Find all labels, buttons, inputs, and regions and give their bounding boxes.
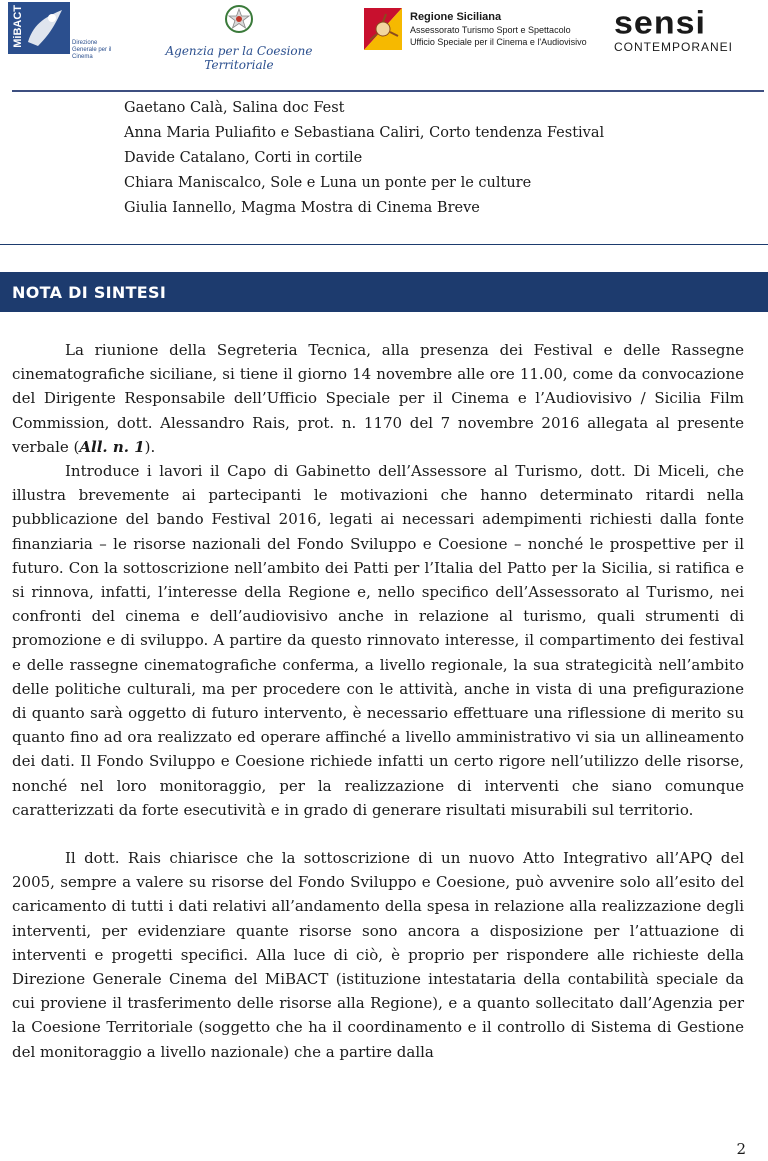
sensi-wordmark: sensi xyxy=(614,4,706,42)
regione-line2: Assessorato Turismo Sport e Spettacolo xyxy=(410,25,571,35)
paragraph-text: La riunione della Segreteria Tecnica, alla presenza dei Festival e delle Rassegne cinematografiche siciliane, si tiene il giorno 14 novembre alle ore 11.00, come da convocazione del Dirigente Responsabile dell’Ufficio Speciale per il Cinema e l’Audiovisivo / Sicilia Film Commission, dott. Alessandro Rais, prot. n. 1170 del 7 novembre 2016 allegata al presente verbale ( xyxy=(12,341,744,456)
document-body xyxy=(12,338,744,1064)
paragraph xyxy=(12,338,744,459)
regione-siciliana-logo xyxy=(364,8,594,58)
page-header xyxy=(0,0,768,92)
sensi-contemporanei-logo xyxy=(614,6,764,60)
participant-line: Anna Maria Puliafito e Sebastiana Caliri, Corto tendenza Festival xyxy=(124,125,605,141)
paragraph: Introduce i lavori il Capo di Gabinetto dell’Assessore al Turismo, dott. Di Miceli, che illustra brevemente ai partecipanti le motivazioni che hanno determinato ritardi nella pubblicazione del bando Festival 2016, legati ai necessari adempimenti richiesti dalla fonte finanziaria – le risorse nazionali del Fondo Sviluppo e Coesione – nonché le prospettive per il futuro. Con la sottoscrizione nell’ambito dei Patti per l’Italia del Patto per la Sicilia, si ratifica e si rinnova, infatti, l’interesse della Regione e, nello specifico dell’Assessorato al Turismo, nei confronti del cinema e dell’audiovisivo anche in relazione al turismo, quali strumenti di promozione e di sviluppo. A partire da questo rinnovato interesse, il compartimento dei festival e delle rassegne cinematografiche conferma, a livello regionale, la sua strategicità nell’ambito delle politiche culturali, ma per procedere con le attività, anche in vista di una prefigurazione di quanto sarà oggetto di futuro intervento, è necessario effettuare una riflessione di merito su quanto fino ad ora realizzato ed operare affinché a livello amministrativo vi sia un allineamento dei dati. Il Fondo Sviluppo e Coesione richiede infatti un certo rigore nell’utilizzo delle risorse, nonché nel loro monitoraggio, per la realizzazione di interventi che siano comunque caratterizzati da forte esecutività e in grado di generare risultati misurabili sul territorio. xyxy=(12,462,744,819)
participant-line: Giulia Iannello, Magma Mostra di Cinema Breve xyxy=(124,200,480,216)
agenzia-name: Agenzia per la Coesione Territoriale xyxy=(165,44,313,72)
section-banner xyxy=(0,272,768,312)
italian-emblem-icon xyxy=(224,4,254,34)
section-title: NOTA DI SINTESI xyxy=(12,283,167,302)
mibact-badge xyxy=(8,2,70,54)
mibact-logo xyxy=(8,2,118,64)
participants-list xyxy=(124,96,604,221)
paragraph-text-end: ). xyxy=(144,437,156,456)
section-divider xyxy=(0,244,768,245)
regione-line3: Ufficio Speciale per il Cinema e l'Audiovisivo xyxy=(410,37,587,47)
regione-line1: Regione Siciliana xyxy=(410,11,502,23)
participant-line: Chiara Maniscalco, Sole e Luna un ponte per le culture xyxy=(124,175,532,191)
attachment-reference: All. n. 1 xyxy=(79,437,145,456)
paragraph: Il dott. Rais chiarisce che la sottoscrizione di un nuovo Atto Integrativo all’APQ del 2005, sempre a valere su risorse del Fondo Sviluppo e Coesione, può avvenire solo all’esito del caricamento di tutti i dati relativi all’andamento della spesa in relazione alla realizzazione degli interventi, per evidenziare quante risorse sono ancora a disposizione per l’attuazione di interventi e progetti specifici. Alla luce di ciò, è proprio per rispondere alle richieste della Direzione Generale Cinema del MiBACT (istituzione intestataria della contabilità speciale da cui proviene il trasferimento delle risorse alla Regione), e a quanto sollecitato dall’Agenzia per la Coesione Territoriale (soggetto che ha il coordinamento e il controllo di Sistema di Gestione del monitoraggio a livello nazionale) che a partire dalla xyxy=(12,849,744,1061)
mibact-label: MiBACT xyxy=(12,5,24,48)
page-number: 2 xyxy=(736,1140,746,1158)
trinacria-flag-icon xyxy=(364,8,402,50)
participant-line: Davide Catalano, Corti in cortile xyxy=(124,150,363,166)
mibact-subtitle: Direzione Generale per il Cinema xyxy=(72,40,112,60)
sensi-subtitle: CONTEMPORANEI xyxy=(614,40,734,54)
header-divider xyxy=(12,90,764,92)
agenzia-logo xyxy=(150,4,328,72)
participant-line: Gaetano Calà, Salina doc Fest xyxy=(124,100,345,116)
